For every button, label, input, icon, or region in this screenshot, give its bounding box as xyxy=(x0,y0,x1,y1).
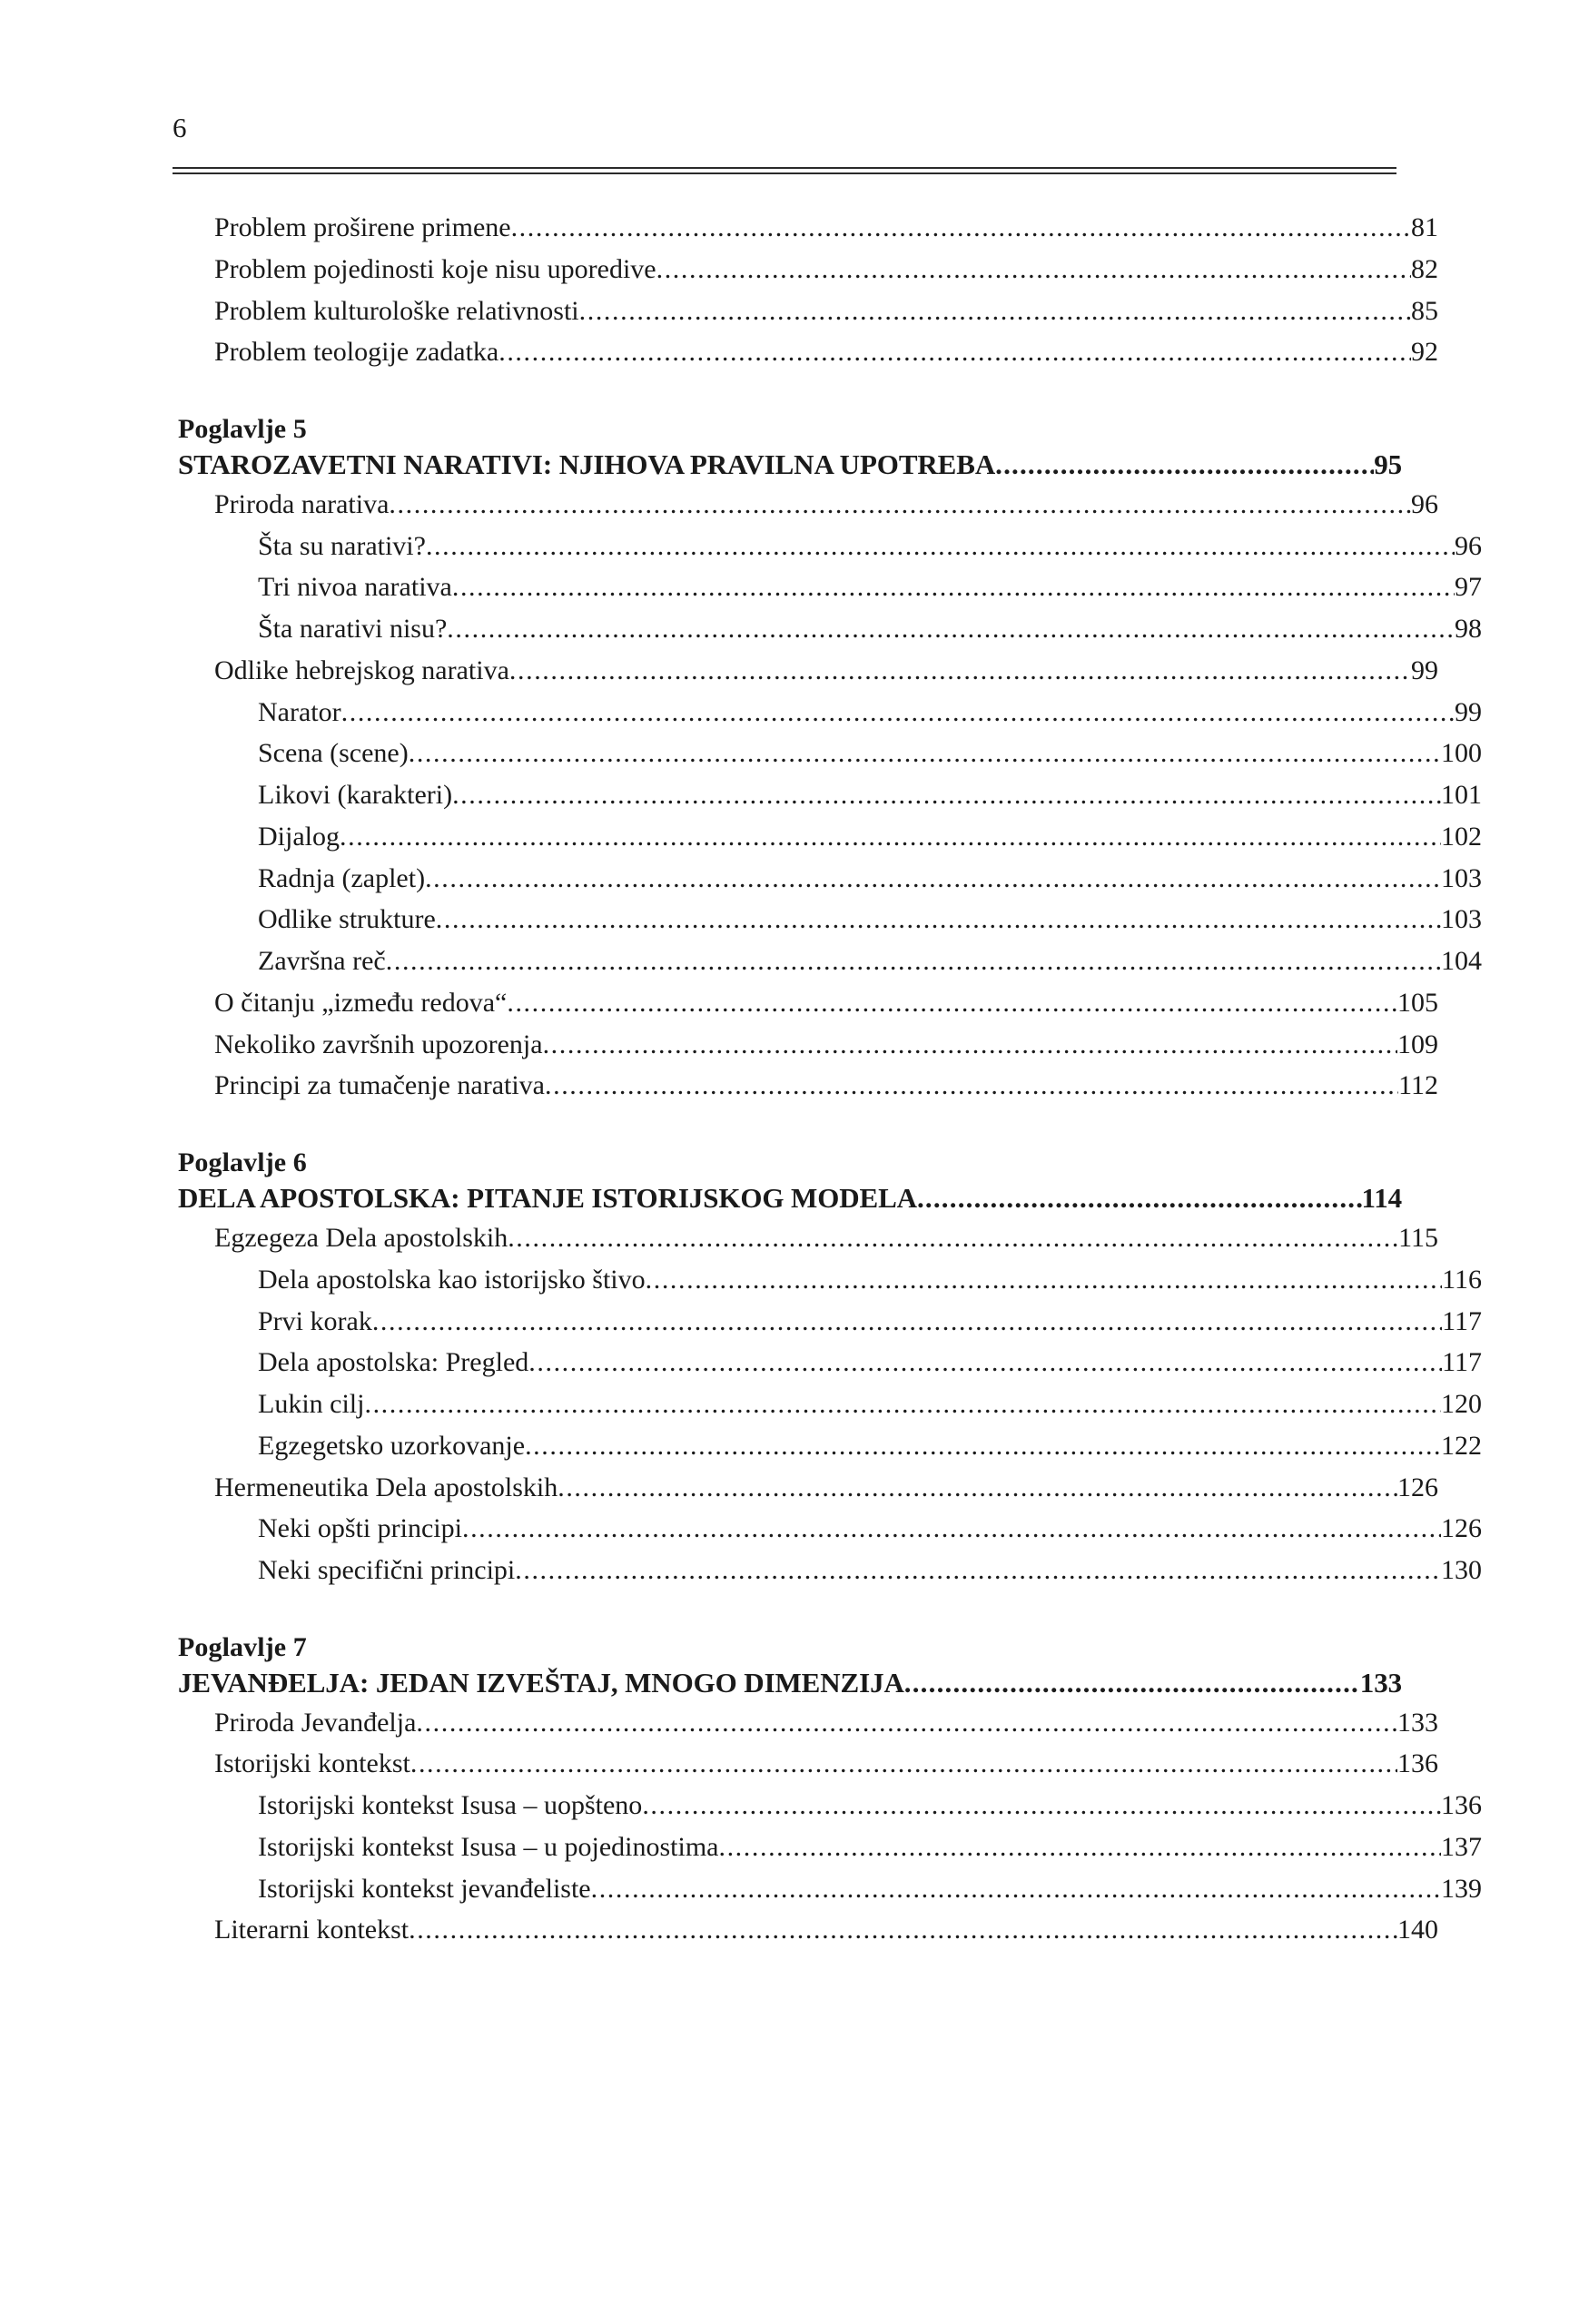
toc-entry-title: DELA APOSTOLSKA: PITANJE ISTORIJSKOG MODELA xyxy=(178,1182,917,1215)
toc-entry-page: 81 xyxy=(1411,212,1438,242)
toc-entry-title: Istorijski kontekst jevanđeliste xyxy=(258,1873,591,1904)
toc-entry-row[interactable] xyxy=(173,331,1438,373)
toc-entry-title: Problem proširene primene xyxy=(214,212,511,242)
entry-block xyxy=(173,207,1438,373)
toc-chapter-title-row[interactable] xyxy=(173,1180,1402,1217)
toc-entry-title: Radnja (zaplet) xyxy=(258,862,426,893)
toc-entry-title: O čitanju „između redova“ xyxy=(214,987,508,1018)
toc-entry-title: STAROZAVETNI NARATIVI: NJIHOVA PRAVILNA UPOTREBA xyxy=(178,448,996,480)
toc-entry-page: 99 xyxy=(1455,696,1482,727)
dot-leader xyxy=(341,705,1455,733)
toc-chapter-title-row[interactable] xyxy=(173,1665,1402,1702)
toc-entry-page: 115 xyxy=(1398,1223,1438,1254)
toc-entry-row[interactable] xyxy=(173,608,1482,650)
toc-entry-row[interactable] xyxy=(173,1024,1438,1066)
table-of-contents xyxy=(173,207,1482,1956)
toc-entry-row[interactable] xyxy=(173,1217,1438,1259)
toc-entry-title: Neki opšti principi xyxy=(258,1513,462,1544)
dot-leader xyxy=(509,665,1411,692)
toc-entry-title: Prvi korak xyxy=(258,1305,372,1336)
toc-entry-row[interactable] xyxy=(173,207,1438,249)
toc-entry-title: Dela apostolska: Pregled xyxy=(258,1347,529,1378)
toc-entry-row[interactable] xyxy=(173,692,1482,734)
toc-entry-title: Literarni kontekst xyxy=(214,1915,410,1945)
toc-entry-row[interactable] xyxy=(173,1550,1482,1591)
dot-leader xyxy=(528,1356,1442,1384)
toc-entry-row[interactable] xyxy=(173,982,1438,1024)
toc-entry-title: Dijalog xyxy=(258,821,340,852)
toc-entry-row[interactable] xyxy=(173,1384,1482,1425)
toc-entry-page: 99 xyxy=(1411,655,1438,685)
toc-entry-page: 112 xyxy=(1398,1070,1438,1101)
dot-leader xyxy=(386,955,1441,982)
dot-leader xyxy=(452,581,1455,608)
toc-entry-row[interactable] xyxy=(173,899,1482,940)
dot-leader xyxy=(642,1799,1441,1827)
toc-entry-page: 114 xyxy=(1361,1182,1402,1215)
toc-entry-row[interactable] xyxy=(173,733,1482,774)
toc-entry-title: Neki specifični principi xyxy=(258,1555,516,1586)
toc-entry-page: 117 xyxy=(1442,1347,1482,1378)
toc-entry-row[interactable] xyxy=(173,1259,1482,1301)
toc-entry-title: Principi za tumačenje narativa xyxy=(214,1070,545,1101)
dot-leader xyxy=(389,498,1411,526)
toc-entry-page: 133 xyxy=(1397,1707,1438,1738)
toc-entry-title: Istorijski kontekst Isusa – uopšteno xyxy=(258,1790,643,1821)
dot-leader xyxy=(545,1079,1398,1107)
toc-entry-row[interactable] xyxy=(173,858,1482,900)
toc-entry-title: Šta su narativi? xyxy=(258,530,426,561)
toc-entry-title: Završna reč xyxy=(258,946,386,977)
header-rule-bottom xyxy=(173,172,1396,174)
toc-entry-page: 92 xyxy=(1411,337,1438,368)
toc-entry-page: 130 xyxy=(1441,1555,1482,1586)
toc-entry-row[interactable] xyxy=(173,1065,1438,1107)
chapter-block xyxy=(173,1145,1482,1591)
toc-entry-page: 96 xyxy=(1411,488,1438,519)
toc-entry-page: 102 xyxy=(1441,821,1482,852)
dot-leader xyxy=(409,1924,1397,1951)
toc-entry-title: Narator xyxy=(258,696,341,727)
toc-entry-title: Istorijski kontekst xyxy=(214,1748,410,1779)
dot-leader xyxy=(904,1674,1360,1702)
toc-entry-title: Hermeneutika Dela apostolskih xyxy=(214,1472,558,1502)
dot-leader xyxy=(372,1315,1442,1342)
toc-entry-row[interactable] xyxy=(173,1467,1438,1509)
toc-entry-row[interactable] xyxy=(173,1508,1482,1550)
toc-entry-row[interactable] xyxy=(173,816,1482,858)
toc-entry-title: Odlike hebrejskog narativa xyxy=(214,655,509,685)
toc-entry-row[interactable] xyxy=(173,1743,1438,1785)
toc-entry-page: 137 xyxy=(1441,1831,1482,1862)
dot-leader xyxy=(507,997,1397,1024)
toc-entry-page: 136 xyxy=(1397,1748,1438,1779)
toc-entry-page: 105 xyxy=(1397,987,1438,1018)
toc-entry-row[interactable] xyxy=(173,566,1482,608)
toc-entry-page: 103 xyxy=(1441,904,1482,935)
chapter-label: Poglavlje 5 xyxy=(178,414,307,444)
toc-entry-title: Istorijski kontekst Isusa – u pojedinostima xyxy=(258,1831,719,1862)
toc-entry-row[interactable] xyxy=(173,650,1438,692)
toc-entry-row[interactable] xyxy=(173,484,1438,526)
toc-entry-row[interactable] xyxy=(173,249,1438,290)
dot-leader xyxy=(426,539,1455,566)
dot-leader xyxy=(579,304,1411,331)
toc-entry-title: JEVANĐELJA: JEDAN IZVEŠTAJ, MNOGO DIMENZIJA xyxy=(178,1666,904,1699)
dot-leader xyxy=(543,1038,1397,1065)
toc-entry-page: 140 xyxy=(1397,1915,1438,1945)
chapter-block xyxy=(173,1630,1482,1951)
toc-entry-title: Scena (scene) xyxy=(258,738,409,769)
toc-chapter-title-row[interactable] xyxy=(173,447,1402,484)
toc-entry-title: Nekoliko završnih upozorenja xyxy=(214,1029,543,1059)
toc-entry-row[interactable] xyxy=(173,1425,1482,1467)
toc-entry-page: 133 xyxy=(1359,1666,1402,1699)
toc-entry-page: 97 xyxy=(1455,572,1482,603)
dot-leader xyxy=(425,872,1441,899)
dot-leader xyxy=(591,1882,1441,1909)
dot-leader xyxy=(917,1189,1362,1217)
dot-leader xyxy=(515,1564,1441,1591)
folio-number: 6 xyxy=(173,112,187,143)
page-header xyxy=(173,113,1396,174)
toc-entry-row[interactable] xyxy=(173,290,1438,332)
toc-entry-page: 104 xyxy=(1441,946,1482,977)
toc-entry-title: Problem teologije zadatka xyxy=(214,337,499,368)
toc-entry-title: Problem pojedinosti koje nisu uporedive xyxy=(214,253,656,284)
toc-entry-title: Egzegetsko uzorkovanje xyxy=(258,1430,526,1461)
chapter-label: Poglavlje 7 xyxy=(178,1631,307,1662)
chapter-block xyxy=(173,411,1482,1107)
toc-entry-page: 126 xyxy=(1441,1513,1482,1544)
toc-entry-page: 122 xyxy=(1441,1430,1482,1461)
toc-entry-title: Odlike strukture xyxy=(258,904,436,935)
dot-leader xyxy=(452,789,1441,816)
toc-entry-page: 98 xyxy=(1455,614,1482,645)
toc-entry-row[interactable] xyxy=(173,1342,1482,1384)
toc-entry-row[interactable] xyxy=(173,940,1482,982)
dot-leader xyxy=(558,1481,1397,1508)
dot-leader xyxy=(995,456,1374,484)
toc-entry-row[interactable] xyxy=(173,774,1482,816)
dot-leader xyxy=(409,747,1441,774)
toc-entry-row[interactable] xyxy=(173,1909,1438,1951)
toc-entry-page: 136 xyxy=(1441,1790,1482,1821)
toc-entry-page: 85 xyxy=(1411,295,1438,326)
toc-entry-page: 101 xyxy=(1441,780,1482,811)
toc-entry-row[interactable] xyxy=(173,526,1482,567)
dot-leader xyxy=(340,831,1441,858)
toc-entry-title: Šta narativi nisu? xyxy=(258,614,448,645)
dot-leader xyxy=(656,263,1411,290)
toc-entry-title: Tri nivoa narativa xyxy=(258,572,452,603)
dot-leader xyxy=(498,346,1411,373)
dot-leader xyxy=(525,1440,1441,1467)
toc-entry-title: Priroda Jevanđelja xyxy=(214,1707,417,1738)
toc-entry-page: 117 xyxy=(1442,1305,1482,1336)
toc-entry-title: Egzegeza Dela apostolskih xyxy=(214,1223,508,1254)
dot-leader xyxy=(718,1841,1441,1868)
dot-leader xyxy=(508,1232,1398,1259)
toc-entry-row[interactable] xyxy=(173,1827,1482,1868)
toc-entry-row[interactable] xyxy=(173,1301,1482,1343)
toc-entry-title: Priroda narativa xyxy=(214,488,390,519)
dot-leader xyxy=(364,1398,1441,1425)
toc-entry-page: 126 xyxy=(1397,1472,1438,1502)
toc-entry-page: 100 xyxy=(1441,738,1482,769)
dot-leader xyxy=(416,1716,1397,1743)
toc-entry-page: 95 xyxy=(1374,448,1402,480)
toc-entry-page: 96 xyxy=(1455,530,1482,561)
toc-entry-row[interactable] xyxy=(173,1868,1482,1910)
toc-entry-row[interactable] xyxy=(173,1702,1438,1744)
toc-entry-page: 82 xyxy=(1411,253,1438,284)
toc-entry-title: Likovi (karakteri) xyxy=(258,780,453,811)
toc-entry-row[interactable] xyxy=(173,1785,1482,1827)
header-double-rule xyxy=(173,167,1396,174)
dot-leader xyxy=(447,623,1455,650)
toc-entry-page: 120 xyxy=(1441,1389,1482,1420)
toc-entry-title: Problem kulturološke relativnosti xyxy=(214,295,579,326)
dot-leader xyxy=(511,222,1411,249)
chapter-label: Poglavlje 6 xyxy=(178,1147,307,1178)
toc-entry-page: 103 xyxy=(1441,862,1482,893)
toc-entry-title: Lukin cilj xyxy=(258,1389,365,1420)
dot-leader xyxy=(646,1274,1442,1301)
dot-leader xyxy=(436,913,1441,940)
toc-entry-page: 109 xyxy=(1397,1029,1438,1059)
dot-leader xyxy=(462,1522,1441,1550)
dot-leader xyxy=(410,1758,1397,1785)
toc-entry-page: 116 xyxy=(1442,1264,1482,1295)
toc-entry-title: Dela apostolska kao istorijsko štivo xyxy=(258,1264,646,1295)
toc-entry-page: 139 xyxy=(1441,1873,1482,1904)
